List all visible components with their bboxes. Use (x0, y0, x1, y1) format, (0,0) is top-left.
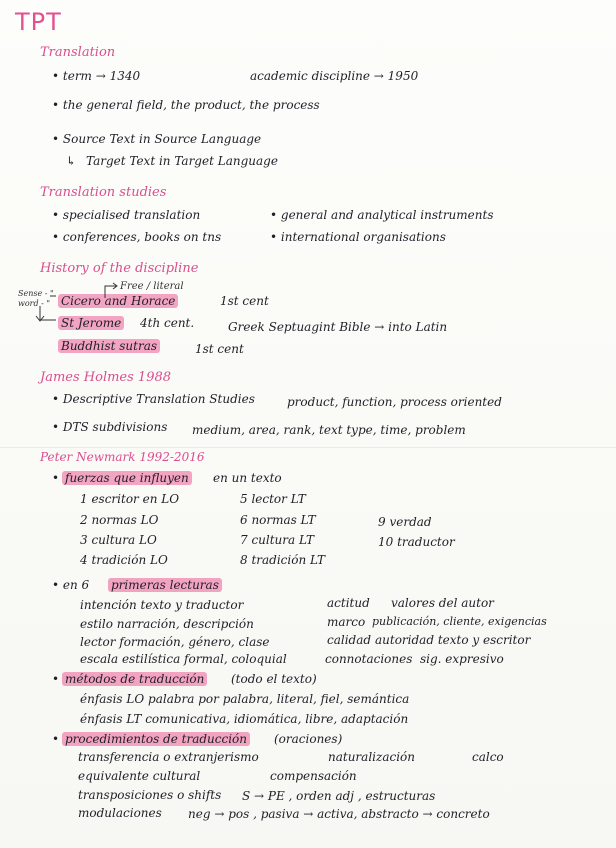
force-item: 4 tradición LO (80, 553, 168, 567)
note-cicero-horace: Cicero and Horace (58, 294, 178, 308)
note-word: word - " (18, 299, 51, 308)
reading-item: sig. expresivo (420, 652, 504, 666)
highlight-jerome (58, 316, 124, 330)
note-metodos: métodos de traducción (62, 672, 207, 686)
note-descriptive-studies: • Descriptive Translation Studies (52, 392, 255, 406)
procedure-item: compensación (270, 769, 357, 783)
note-dts-subdivisions: • DTS subdivisions (52, 420, 168, 434)
reading-item: actitud (327, 596, 370, 610)
highlight-cicero (58, 294, 178, 308)
section-heading-holmes: James Holmes 1988 (40, 370, 172, 385)
note-conferences: • conferences, books on tns (52, 230, 222, 244)
reading-item: calidad (327, 633, 372, 647)
procedure-item: calco (472, 750, 504, 764)
procedure-item: S → PE , orden adj , estructuras (242, 789, 436, 803)
method-item: énfasis LT comunicativa, idiomática, libre, adaptación (80, 712, 409, 726)
note-fuerzas-bullet: • (52, 471, 60, 485)
note-sense: Sense - " (18, 289, 54, 298)
highlight-buddhist (58, 339, 160, 353)
note-cicero-date: 1st cent (220, 294, 269, 308)
note-general-instruments: • general and analytical instruments (270, 208, 494, 222)
note-term: • term → 1340 (52, 69, 141, 83)
highlight-fuerzas (62, 471, 192, 485)
force-item: 5 lector LT (240, 492, 306, 506)
note-free-literal: Free / literal (120, 281, 184, 292)
highlight-metodos (62, 672, 207, 686)
force-item: 7 cultura LT (240, 533, 314, 547)
procedure-item: transposiciones o shifts (78, 788, 222, 802)
section-heading-translation-studies: Translation studies (40, 185, 167, 200)
note-metodos-tail: (todo el texto) (231, 672, 317, 686)
note-general-field: • the general field, the product, the process (52, 98, 320, 112)
page-title: TPT (15, 8, 62, 36)
section-heading-translation: Translation (40, 45, 116, 60)
note-target-text: Target Text in Target Language (86, 154, 278, 168)
reading-item: autoridad texto y escritor (375, 633, 531, 647)
procedure-item: equivalente cultural (78, 769, 201, 783)
section-heading-history: History of the discipline (40, 261, 199, 276)
reading-item: publicación, cliente, exigencias (372, 615, 547, 628)
note-greek-septuagint: Greek Septuagint Bible → into Latin (228, 320, 448, 334)
note-procedimientos: procedimientos de traducción (62, 732, 250, 746)
reading-item: valores del autor (391, 596, 494, 610)
force-item: 1 escritor en LO (80, 492, 180, 506)
word-arrow-icon (40, 306, 56, 320)
note-dts-dimensions: medium, area, rank, text type, time, problem (192, 423, 466, 437)
note-academic-discipline: academic discipline → 1950 (250, 69, 419, 83)
highlight-procedimientos (62, 732, 250, 746)
force-item: 3 cultura LO (80, 533, 157, 547)
reading-item: marco (327, 615, 366, 629)
note-procedimientos-bullet: • (52, 732, 60, 746)
note-fuerzas: fuerzas que influyen (62, 471, 192, 485)
highlight-lecturas (108, 578, 222, 592)
note-fuerzas-tail: en un texto (213, 471, 282, 485)
arrow-head-icon (113, 283, 117, 289)
arrow-head-icon (36, 316, 44, 321)
note-buddhist-sutras: Buddhist sutras (58, 339, 160, 353)
method-item: énfasis LO palabra por palabra, literal, fiel, semántica (80, 692, 410, 706)
force-item: 10 traductor (378, 535, 455, 549)
section-heading-newmark: Peter Newmark 1992-2016 (40, 450, 205, 464)
procedure-item: transferencia o extranjerismo (78, 750, 259, 764)
note-procedimientos-tail: (oraciones) (274, 732, 343, 746)
arrow-corner-icon: ↳ (66, 154, 77, 168)
reading-item: escala estilística formal, coloquial (80, 652, 287, 666)
note-metodos-bullet: • (52, 672, 60, 686)
reading-item: estilo narración, descripción (80, 617, 254, 631)
note-oriented: product, function, process oriented (287, 395, 502, 409)
reading-item: connotaciones (325, 652, 413, 666)
note-buddhist-date: 1st cent (195, 342, 244, 356)
reading-item: lector formación, género, clase (80, 635, 270, 649)
note-international-organisations: • international organisations (270, 230, 446, 244)
note-specialised-translation: • specialised translation (52, 208, 201, 222)
procedure-item: neg → pos , pasiva → activa, abstracto → concreto (188, 807, 490, 821)
procedure-item: modulaciones (78, 806, 162, 820)
reading-item: intención texto y traductor (80, 598, 244, 612)
force-item: 2 normas LO (80, 513, 159, 527)
procedure-item: naturalización (328, 750, 415, 764)
paper-fold-line (0, 447, 616, 448)
note-st-jerome: St Jerome (58, 316, 124, 330)
force-item: 6 normas LT (240, 513, 316, 527)
force-item: 8 tradición LT (240, 553, 326, 567)
note-source-text: • Source Text in Source Language (52, 132, 262, 146)
note-primeras-lecturas: primeras lecturas (108, 578, 222, 592)
note-lecturas-bullet: • en 6 (52, 578, 90, 592)
force-item: 9 verdad (378, 515, 432, 529)
note-jerome-date: 4th cent. (140, 316, 195, 330)
